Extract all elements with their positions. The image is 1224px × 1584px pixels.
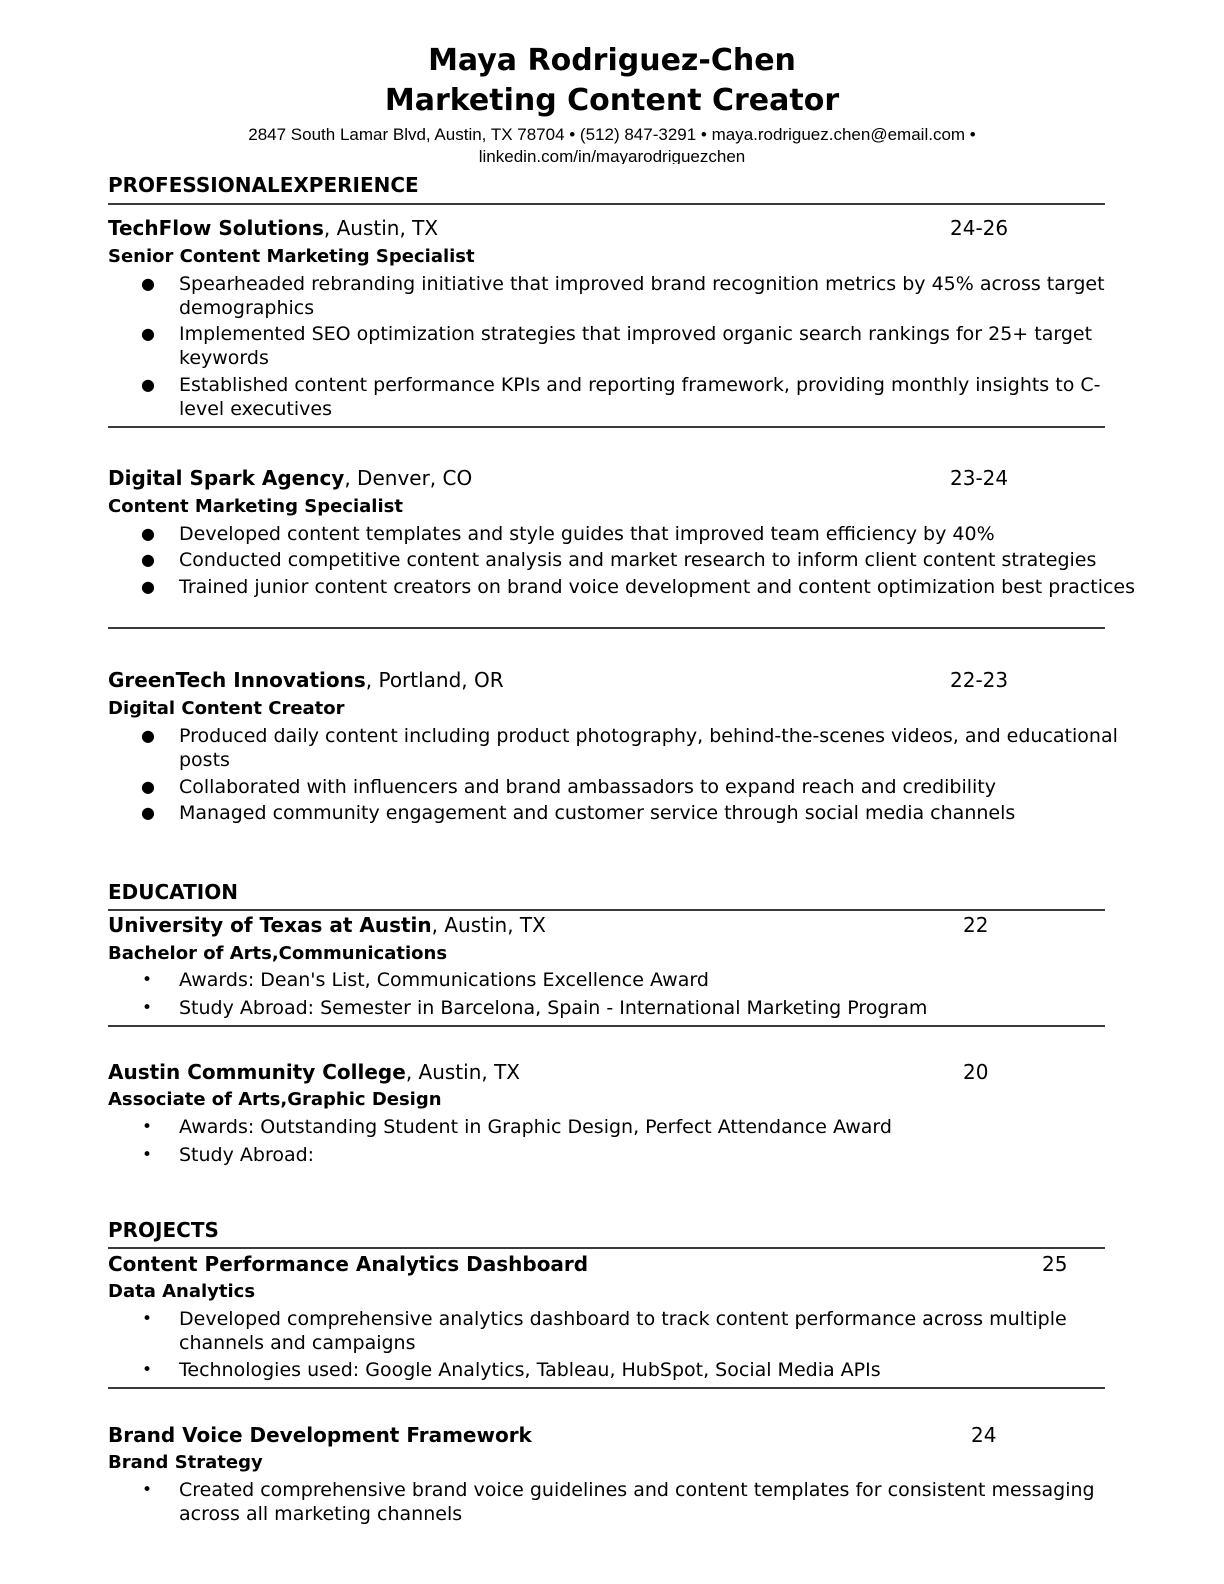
- job-bullet: Spearheaded rebranding initiative that improved brand recognition metrics by 45% across target demographics: [179, 273, 1105, 319]
- candidate-name: Maya Rodriguez-Chen: [428, 43, 796, 78]
- company-location: , Austin, TX: [323, 216, 439, 240]
- project-bullet: Developed comprehensive analytics dashboard to track content performance across multiple channels and campaigns: [179, 1308, 1067, 1354]
- job-bullet: Implemented SEO optimization strategies that improved organic search rankings for 25+ target keywords: [179, 323, 1093, 369]
- bullet-icon: ●: [141, 777, 155, 796]
- bullet-icon: ●: [141, 726, 155, 745]
- job-role: Senior Content Marketing Specialist: [108, 246, 475, 267]
- degree: Associate of Arts,Graphic Design: [108, 1089, 442, 1110]
- company-name: GreenTech Innovations: [108, 668, 366, 692]
- job-bullet: Conducted competitive content analysis and market research to inform client content strategies: [179, 549, 1097, 571]
- school-name: University of Texas at Austin: [108, 913, 432, 937]
- education-bullet: Study Abroad: Semester in Barcelona, Spain - International Marketing Program: [179, 997, 928, 1019]
- project-name: Content Performance Analytics Dashboard: [108, 1252, 589, 1276]
- linkedin-link: linkedin.com/in/mayarodriguezchen: [478, 147, 746, 164]
- school-name: Austin Community College: [108, 1060, 406, 1084]
- bullet-icon: •: [142, 1480, 153, 1500]
- education-bullet: Awards: Outstanding Student in Graphic Design, Perfect Attendance Award: [179, 1116, 892, 1138]
- company-name: TechFlow Solutions: [108, 216, 324, 240]
- job-role: Digital Content Creator: [108, 698, 345, 719]
- project-line: [108, 1422, 532, 1448]
- section-heading-education: EDUCATION: [108, 880, 238, 904]
- bullet-icon: ●: [141, 524, 155, 543]
- bullet-icon: •: [142, 1145, 153, 1165]
- bullet-icon: •: [142, 1360, 153, 1380]
- candidate-title: Marketing Content Creator: [384, 83, 840, 118]
- job-dates: 24-26: [950, 216, 1009, 240]
- job-bullet: Trained junior content creators on brand voice development and content optimization best practices: [179, 576, 1136, 598]
- bullet-icon: ●: [141, 803, 155, 822]
- bullet-icon: •: [142, 998, 153, 1018]
- job-bullet: Produced daily content including product photography, behind-the-scenes videos, and educational posts: [179, 725, 1118, 771]
- job-bullet: Established content performance KPIs and reporting framework, providing monthly insights to C-level executives: [179, 374, 1101, 420]
- project-name: Brand Voice Development Framework: [108, 1423, 532, 1447]
- section-divider: [108, 203, 1105, 205]
- job-bullet: Developed content templates and style guides that improved team efficiency by 40%: [179, 523, 995, 545]
- job-dates: 22-23: [950, 668, 1009, 692]
- project-category: Data Analytics: [108, 1281, 256, 1302]
- job-company-line: [108, 465, 472, 491]
- project-divider: [108, 1387, 1105, 1389]
- job-dates: 23-24: [950, 466, 1009, 490]
- bullet-icon: ●: [141, 577, 155, 596]
- company-location: , Portland, OR: [365, 668, 504, 692]
- school-year: 22: [963, 913, 989, 937]
- section-heading-experience: PROFESSIONALEXPERIENCE: [108, 173, 419, 197]
- project-bullet: Technologies used: Google Analytics, Tableau, HubSpot, Social Media APIs: [179, 1359, 881, 1381]
- project-year: 25: [1042, 1252, 1068, 1276]
- school-line: [108, 1059, 520, 1085]
- job-bullet: Managed community engagement and customer service through social media channels: [179, 802, 1016, 824]
- contact-line: 2847 South Lamar Blvd, Austin, TX 78704 • (512) 847-3291 • maya.rodriguez.chen@email.com •: [248, 125, 976, 144]
- education-bullet: Awards: Dean's List, Communications Excellence Award: [179, 969, 709, 991]
- bullet-icon: ●: [141, 274, 155, 293]
- project-year: 24: [971, 1423, 997, 1447]
- education-bullet: Study Abroad:: [179, 1144, 315, 1166]
- project-line: [108, 1251, 588, 1277]
- job-divider: [108, 627, 1105, 629]
- school-line: [108, 912, 546, 938]
- school-location: , Austin, TX: [431, 913, 546, 937]
- bullet-icon: •: [142, 1117, 153, 1137]
- project-bullet: Created comprehensive brand voice guidelines and content templates for consistent messaging across all marketing channels: [179, 1479, 1095, 1525]
- job-role: Content Marketing Specialist: [108, 496, 403, 517]
- bullet-icon: •: [142, 1309, 153, 1329]
- job-company-line: [108, 667, 504, 693]
- job-divider: [108, 426, 1105, 428]
- bullet-icon: ●: [141, 375, 155, 394]
- school-year: 20: [963, 1060, 989, 1084]
- section-heading-projects: PROJECTS: [108, 1218, 219, 1242]
- job-company-line: [108, 215, 438, 241]
- company-name: Digital Spark Agency: [108, 466, 345, 490]
- company-location: , Denver, CO: [344, 466, 473, 490]
- section-divider: [108, 909, 1105, 911]
- bullet-icon: ●: [141, 324, 155, 343]
- bullet-icon: ●: [141, 550, 155, 569]
- job-bullet: Collaborated with influencers and brand ambassadors to expand reach and credibility: [179, 776, 996, 798]
- section-divider: [108, 1247, 1105, 1249]
- school-location: , Austin, TX: [405, 1060, 521, 1084]
- school-divider: [108, 1025, 1105, 1027]
- degree: Bachelor of Arts,Communications: [108, 943, 448, 964]
- bullet-icon: •: [142, 970, 153, 990]
- project-category: Brand Strategy: [108, 1452, 263, 1473]
